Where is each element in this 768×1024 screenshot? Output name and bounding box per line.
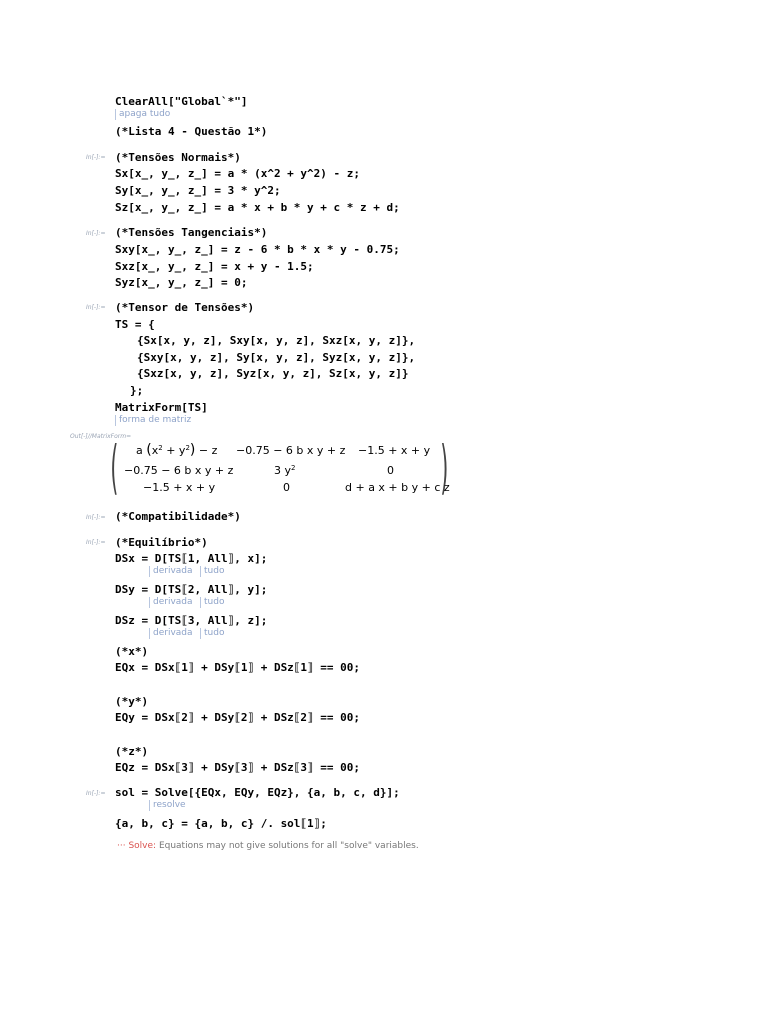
matrix-r2c1[interactable]: −0.75 − 6 b x y + z (124, 464, 234, 477)
ts-row-2[interactable]: {Sxy[x, y, z], Sy[x, y, z], Syz[x, y, z]}, (137, 351, 416, 364)
in-label: In[-]:= (86, 790, 106, 797)
ts-row-3[interactable]: {Sxz[x, y, z], Syz[x, y, z], Sz[x, y, z]} (137, 367, 409, 380)
message-head: Solve: (125, 841, 157, 851)
matrix-r3c2[interactable]: 0 (283, 481, 290, 494)
ts-close[interactable]: }; (130, 384, 144, 397)
solve-call[interactable]: sol = Solve[{EQx, EQy, EQz}, {a, b, c, d}]; (115, 786, 400, 799)
clearall-code[interactable]: ClearAll["Global`*"] (115, 95, 248, 108)
z-comment[interactable]: (*z*) (115, 745, 149, 758)
matrix-left-paren: ( (110, 433, 119, 501)
ts-open[interactable]: TS = { (115, 318, 155, 331)
matrixform-call[interactable]: MatrixForm[TS] (115, 401, 208, 414)
matrixform-hint[interactable]: forma de matriz (115, 415, 191, 426)
sz-definition[interactable]: Sz[x_, y_, z_] = a * x + b * y + c * z + d; (115, 201, 400, 214)
solve-hint[interactable]: resolve (149, 800, 186, 811)
r2c2-exp: 2 (291, 464, 296, 472)
matrix-r1c1[interactable] (136, 444, 217, 457)
tangenciais-comment[interactable]: (*Tensões Tangenciais*) (115, 226, 268, 239)
abc-assignment[interactable]: {a, b, c} = {a, b, c} /. sol⟦1⟧; (115, 817, 327, 830)
eqy-definition[interactable]: EQy = DSx⟦2⟧ + DSy⟦2⟧ + DSz⟦2⟧ == 00; (115, 711, 361, 724)
sxz-definition[interactable]: Sxz[x_, y_, z_] = x + y - 1.5; (115, 260, 314, 273)
in-label: In[-]:= (86, 154, 106, 161)
r1c1-x-exp: 2 (158, 444, 163, 452)
lista-comment[interactable]: (*Lista 4 - Questão 1*) (115, 125, 268, 138)
eqx-definition[interactable]: EQx = DSx⟦1⟧ + DSy⟦1⟧ + DSz⟦1⟧ == 00; (115, 661, 361, 674)
tensor-comment[interactable]: (*Tensor de Tensões*) (115, 301, 255, 314)
dsz-definition[interactable]: DSz = D[TS⟦3, All⟧, z]; (115, 614, 268, 627)
dsz-hint-tudo[interactable]: tudo (200, 628, 224, 639)
dsy-hint-derivada[interactable]: derivada (149, 597, 193, 608)
out-label: Out[-]//MatrixForm= (70, 433, 132, 440)
x-comment[interactable]: (*x*) (115, 645, 149, 658)
message-dots-icon[interactable]: ··· (117, 841, 126, 851)
r1c1-plus: + (162, 444, 179, 457)
syz-definition[interactable]: Syz[x_, y_, z_] = 0; (115, 276, 248, 289)
matrix-right-paren: ) (440, 433, 449, 501)
r1c1-close-paren: ) (189, 442, 196, 458)
in-label: In[-]:= (86, 539, 106, 546)
matrix-r1c2[interactable]: −0.75 − 6 b x y + z (236, 444, 346, 457)
r1c1-open-paren: ( (146, 442, 152, 458)
r1c1-a: a (136, 444, 147, 457)
y-comment[interactable]: (*y*) (115, 695, 149, 708)
equilibrio-comment[interactable]: (*Equilíbrio*) (115, 536, 208, 549)
dsx-hint-tudo[interactable]: tudo (200, 566, 224, 577)
dsx-hint-derivada[interactable]: derivada (149, 566, 193, 577)
normais-comment[interactable]: (*Tensões Normais*) (115, 151, 241, 164)
dsx-definition[interactable]: DSx = D[TS⟦1, All⟧, x]; (115, 552, 268, 565)
clearall-hint[interactable]: apaga tudo (115, 109, 170, 120)
sx-definition[interactable]: Sx[x_, y_, z_] = a * (x^2 + y^2) - z; (115, 167, 361, 180)
sxy-definition[interactable]: Sxy[x_, y_, z_] = z - 6 * b * x * y - 0.75; (115, 243, 400, 256)
r1c1-x: x (151, 444, 159, 457)
r2c2-base: 3 y (274, 464, 292, 477)
in-label: In[-]:= (86, 304, 106, 311)
matrix-r2c3[interactable]: 0 (387, 464, 394, 477)
message-body: Equations may not give solutions for all "solve" variables. (156, 841, 419, 851)
matrix-r3c3[interactable]: d + a x + b y + c z (345, 481, 450, 494)
in-label: In[-]:= (86, 230, 106, 237)
solve-warning-message[interactable] (117, 841, 419, 851)
r1c1-y: y (178, 444, 186, 457)
dsy-definition[interactable]: DSy = D[TS⟦2, All⟧, y]; (115, 583, 268, 596)
compat-comment[interactable]: (*Compatibilidade*) (115, 510, 241, 523)
in-label: In[-]:= (86, 514, 106, 521)
r1c1-y-exp: 2 (185, 444, 190, 452)
r1c1-tail: − z (195, 444, 218, 457)
dsz-hint-derivada[interactable]: derivada (149, 628, 193, 639)
matrix-r1c3[interactable]: −1.5 + x + y (358, 444, 431, 457)
dsy-hint-tudo[interactable]: tudo (200, 597, 224, 608)
matrix-r2c2[interactable] (274, 464, 295, 477)
ts-row-1[interactable]: {Sx[x, y, z], Sxy[x, y, z], Sxz[x, y, z]}, (137, 334, 416, 347)
matrix-r3c1[interactable]: −1.5 + x + y (143, 481, 216, 494)
sy-definition[interactable]: Sy[x_, y_, z_] = 3 * y^2; (115, 184, 281, 197)
eqz-definition[interactable]: EQz = DSx⟦3⟧ + DSy⟦3⟧ + DSz⟦3⟧ == 00; (115, 761, 361, 774)
